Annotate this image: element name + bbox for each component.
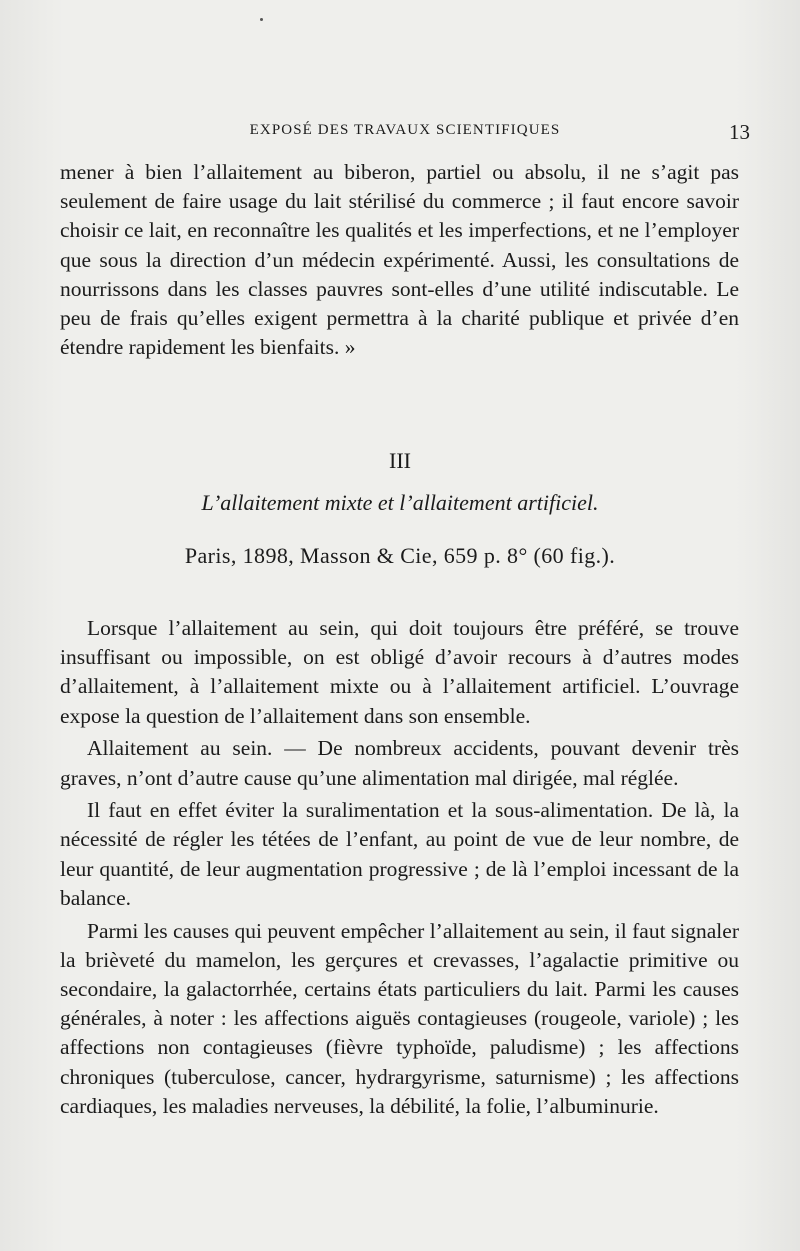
running-head: EXPOSÉ DES TRAVAUX SCIENTIFIQUES — [249, 122, 561, 138]
page-number: 13 — [729, 120, 750, 144]
intro-paragraph: mener à bien l’allaitement au biberon, partiel ou absolu, il ne s’agit pas seulement de faire usage du lait stérilisé du commerce ; il faut encore savoir choisir ce lait, en reconnaître les qualités et les imperfections, et ne l’employer que sous la direction d’un médecin expérimenté. Aussi, les consultations de nourrissons dans les classes pauvres sont-elles d’une utilité indiscutable. Le peu de frais qu’elles exigent permettra à la charité publique et privée d’en étendre rapidement les bienfaits. » — [60, 160, 739, 360]
section-title: L’allaitement mixte et l’allaitement artificiel. — [201, 490, 599, 515]
paragraph-2: Allaitement au sein. — De nombreux accidents, pouvant devenir très graves, n’ont d’autre cause qu’une alimentation mal dirigée, mal réglée. — [60, 736, 739, 790]
section-number: III — [389, 448, 411, 473]
paragraph-1: Lorsque l’allaitement au sein, qui doit toujours être préféré, se trouve insuffisant ou impossible, on est obligé d’avoir recours à d’autres modes d’allaitement, à l’allaitement mixte ou à l’allaitement artificiel. L’ouvrage expose la question de l’allaitement dans son ensemble. — [60, 616, 739, 728]
speck-mark — [260, 18, 263, 21]
bibliographic-citation: Paris, 1898, Masson & Cie, 659 p. 8° (60 fig.). — [184, 543, 616, 568]
page-header — [60, 122, 750, 148]
paragraph-3: Il faut en effet éviter la suralimentation et la sous-alimentation. De là, la nécessité de régler les tétées de l’enfant, au point de vue de leur nombre, de leur quantité, de leur augmentation progressive ; de là l’emploi incessant de la balance. — [60, 798, 739, 910]
body-text — [60, 614, 739, 1124]
paragraph-4: Parmi les causes qui peuvent empêcher l’allaitement au sein, il faut signaler la brièveté du mamelon, les gerçures et crevasses, l’agalactie primitive ou secondaire, la galactorrhée, certains états particuliers du lait. Parmi les causes générales, à noter : les affections aiguës contagieuses (rougeole, variole) ; les affections non contagieuses (fièvre typhoïde, paludisme) ; les affections chroniques (tuberculose, cancer, hydrargyrisme, saturnisme) ; les affections cardiaques, les maladies nerveuses, la débilité, la folie, l’albuminurie. — [60, 918, 739, 1118]
